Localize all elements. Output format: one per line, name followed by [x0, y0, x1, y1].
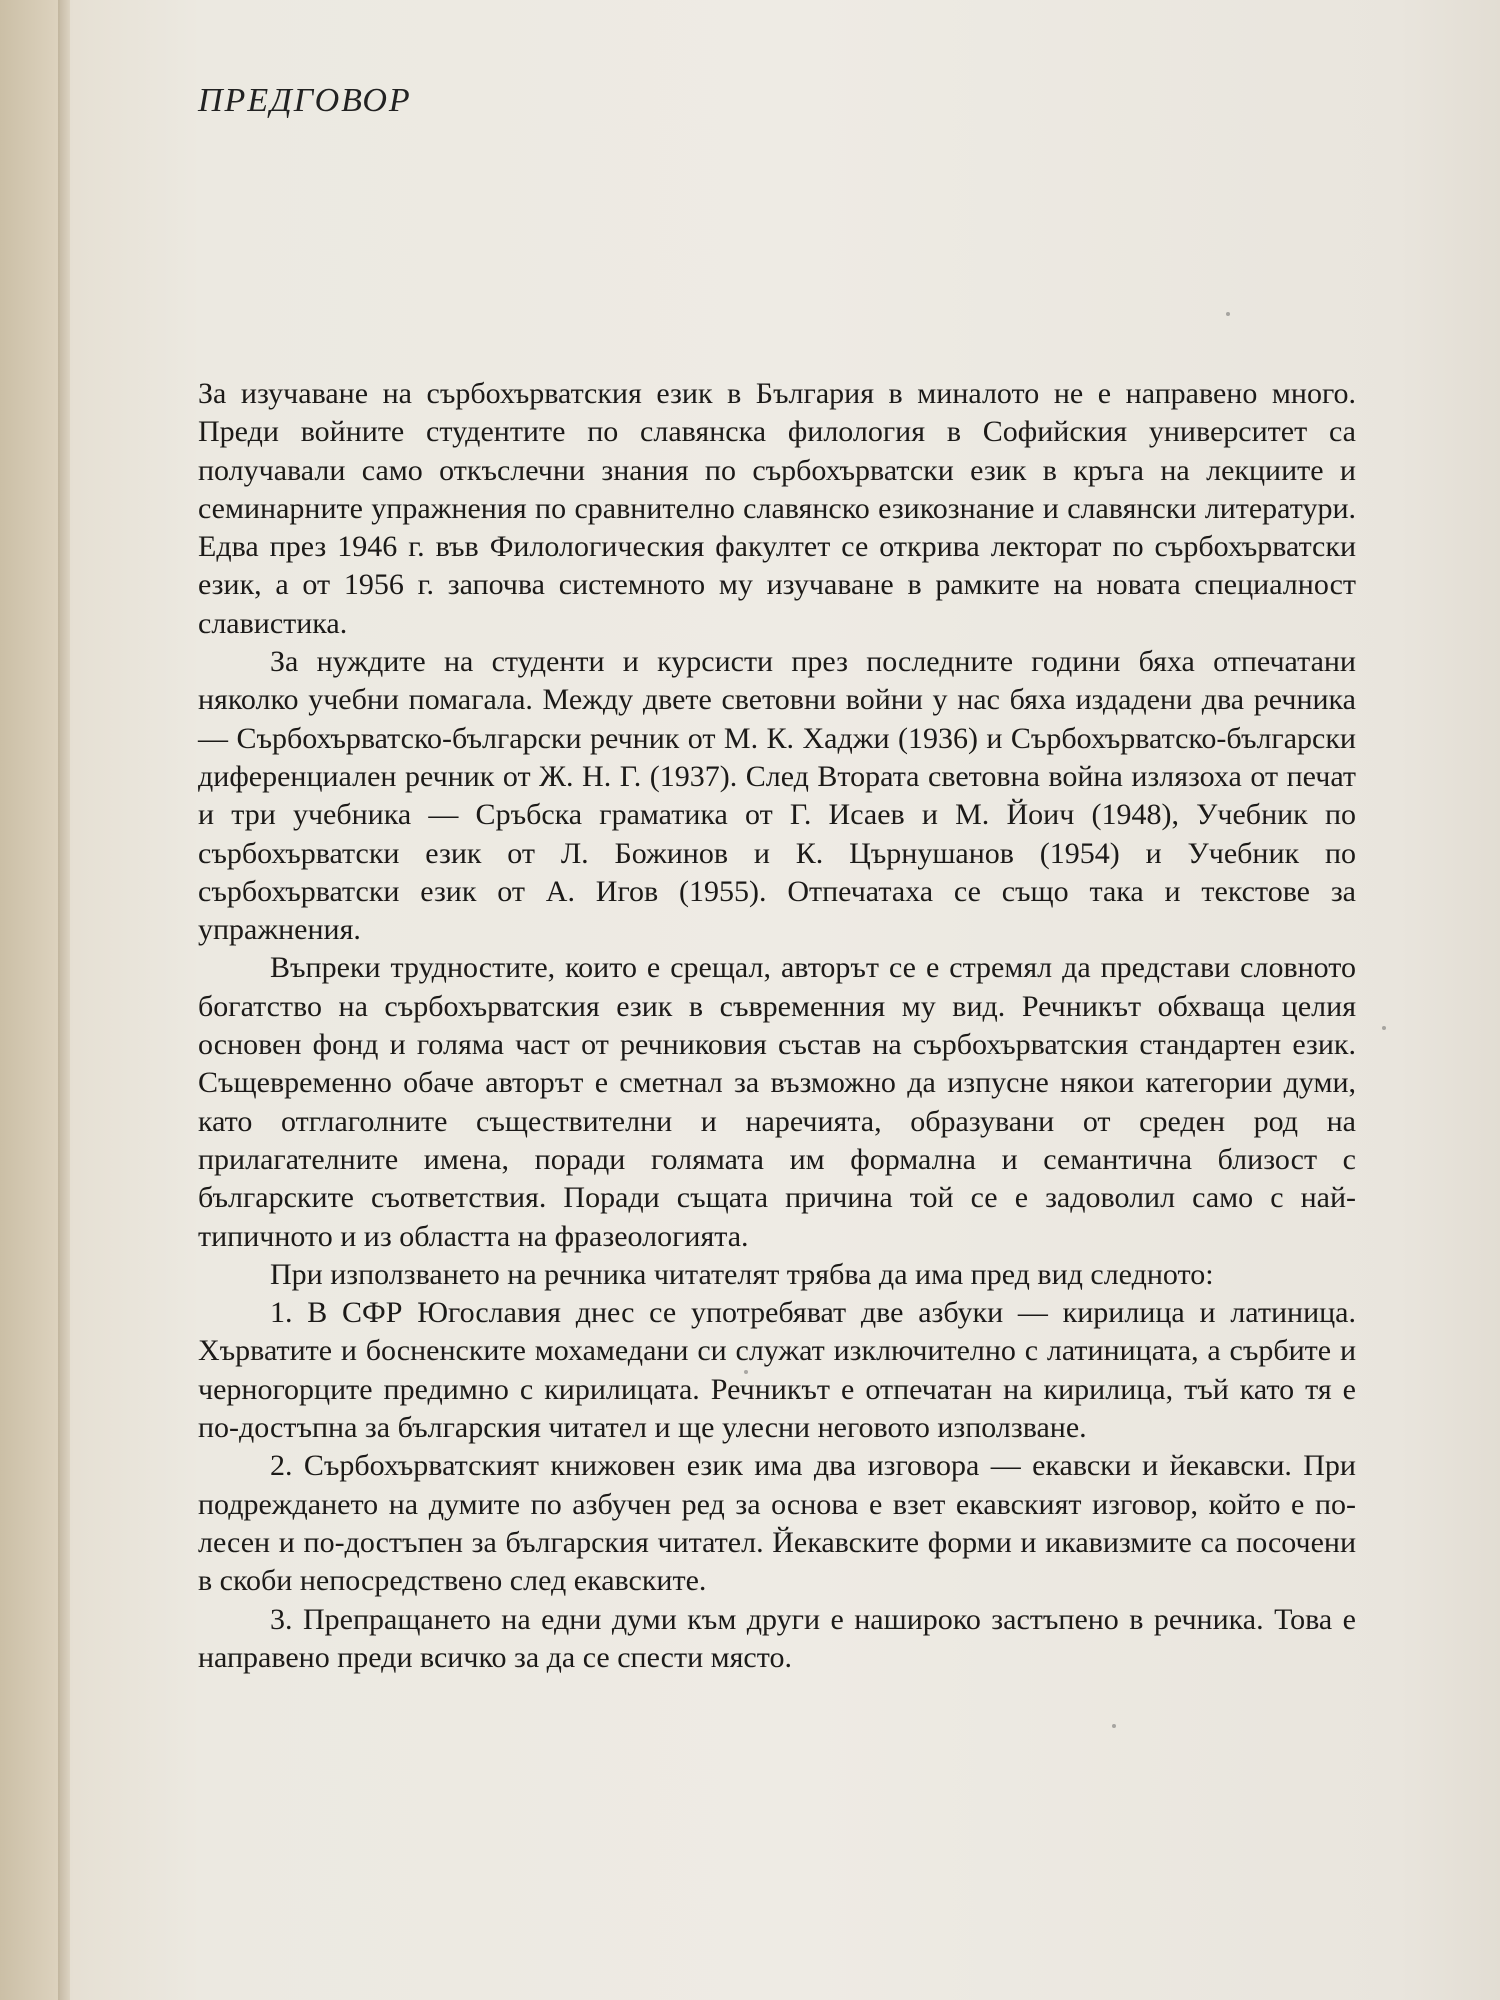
preface-body [198, 375, 1356, 1677]
paper-speck [1112, 1724, 1116, 1728]
paragraph-1: За изучаване на сърбохърватския език в България в миналото не е направено много. Преди войните студентите по славянска филология в Софийския университет са получавали само откъслечни знания по сърбохърватски език в кръга на лекциите и семинарните упражнения по сравнително славянско езикознание и славянски литератури. Едва през 1946 г. във Филологическия факултет се открива лекторат по сърбохърватски език, а от 1956 г. започва системното му изучаване в рамките на новата специалност славистика. [198, 377, 1356, 640]
paragraph-7: 3. Препращането на едни думи към други е нашироко застъпено в речника. Това е направено преди всичко за да се спести място. [198, 1602, 1356, 1674]
paragraph-2: За нуждите на студенти и курсисти през последните години бяха отпечатани няколко учебни помагала. Между двете световни войни у нас бяха издадени два речника — Сърбохърватско-български речник от М. К. Хаджи (1936) и Сърбохърватско-български диференциален речник от Ж. Н. Г. (1937). След Втората световна война излязоха от печат и три учебника — Сръбска граматика от Г. Исаев и М. Йоич (1948), Учебник по сърбохърватски език от Л. Божинов и К. Църнушанов (1954) и Учебник по сърбохърватски език от А. Игов (1955). Отпечатаха се също така и текстове за упражнения. [198, 645, 1356, 947]
page-text-block [198, 82, 1356, 1677]
paper-speck [1382, 1026, 1386, 1030]
paragraph-4: При използването на речника читателят трябва да има пред вид следното: [270, 1257, 1214, 1291]
paragraph-3: Въпреки трудностите, които е срещал, авторът се е стремял да представи словното богатство на сърбохърватския език в съвременния му вид. Речникът обхваща целия основен фонд и голяма част от речниковия състав на сърбохърватския стандартен език. Същевременно обаче авторът е сметнал за възможно да изпусне някои категории думи, като отглаголните съществителни и наречията, образувани от среден род на прилагателните имена, поради голямата им формална и семантична близост с българските съответствия. Поради същата причина той се е задоволил само с най-типичното и из областта на фразеологията. [198, 951, 1356, 1253]
paper-speck [744, 1370, 748, 1374]
paragraph-5: 1. В СФР Югославия днес се употребяват две азбуки — кирилица и латиница. Хърватите и босненските мохамедани си служат изключително с латиницата, а сърбите и черногорците предимно с кирилицата. Речникът е отпечатан на кирилица, тъй като тя е по-достъпна за българския читател и ще улесни неговото използване. [198, 1296, 1356, 1445]
page-title: ПРЕДГОВОР [198, 82, 412, 119]
paragraph-6: 2. Сърбохърватският книжовен език има два изговора — екавски и йекавски. При подреждането на думите по азбучен ред за основа е взет екавският изговор, който е по-лесен и по-достъпен за българския читател. Йекавските форми и икавизмите са посочени в скоби непосредствено след екавските. [198, 1449, 1356, 1598]
paper-speck [1226, 312, 1230, 316]
book-gutter-shadow [0, 0, 60, 2000]
book-gutter-edge [58, 0, 70, 2000]
